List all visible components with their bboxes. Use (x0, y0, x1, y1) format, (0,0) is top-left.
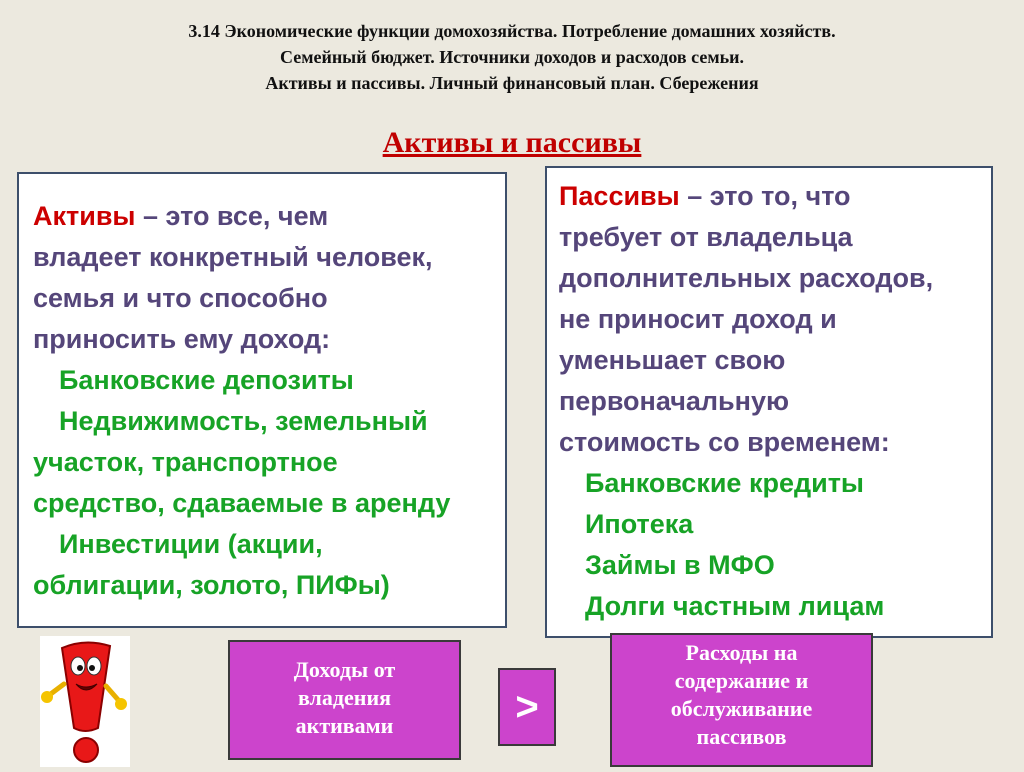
exclamation-mascot-icon (40, 636, 130, 767)
income-line: Доходы от (293, 657, 396, 682)
greater-than-sign: > (498, 668, 556, 746)
liabilities-definition-line: уменьшает свою (559, 345, 786, 375)
liabilities-example-text: Займы в МФО (585, 550, 775, 580)
assets-example-text: Банковские депозиты (59, 365, 354, 395)
header-line-2: Семейный бюджет. Источники доходов и расходов семьи. (279, 47, 744, 67)
liabilities-example-line (559, 504, 983, 545)
liabilities-example-line (559, 545, 983, 586)
assets-term: Активы (33, 201, 136, 231)
assets-box (17, 172, 507, 628)
liabilities-term: Пассивы (559, 181, 680, 211)
header-line-3: Активы и пассивы. Личный финансовый план. Сбережения (265, 73, 759, 93)
assets-example-line (33, 401, 497, 442)
liabilities-definition-line: стоимость со временем: (559, 427, 890, 457)
liabilities-example-line (559, 586, 983, 627)
income-line: владения (297, 685, 392, 710)
assets-definition-line: приносить ему доход: (33, 324, 331, 354)
assets-definition-text: – это все, чем (135, 201, 329, 231)
liabilities-definition-line: требует от владельца (559, 222, 853, 252)
income-line: активами (295, 713, 394, 738)
expense-line: пассивов (696, 724, 787, 749)
assets-example-line (33, 524, 497, 565)
assets-example-text: Инвестиции (акции, (59, 529, 323, 559)
liabilities-definition-line (559, 176, 983, 217)
liabilities-box (545, 166, 993, 638)
assets-example-text: Недвижимость, земельный (59, 406, 428, 436)
expense-line: Расходы на (685, 640, 798, 665)
assets-definition-line (33, 196, 497, 237)
assets-definition-line: владеет конкретный человек, (33, 242, 433, 272)
assets-definition-line: семья и что способно (33, 283, 328, 313)
expense-line: обслуживание (670, 696, 813, 721)
income-from-assets-box (228, 640, 461, 760)
assets-example-line: облигации, золото, ПИФы) (33, 570, 390, 600)
liabilities-definition-line: не приносит доход и (559, 304, 837, 334)
liabilities-example-text: Долги частным лицам (585, 591, 885, 621)
exclamation-mascot-icon (40, 636, 130, 767)
assets-example-line: участок, транспортное (33, 447, 338, 477)
slide-header (0, 18, 1024, 96)
liabilities-example-line (559, 463, 983, 504)
liabilities-definition-line: дополнительных расходов, (559, 263, 934, 293)
assets-example-line: средство, сдаваемые в аренду (33, 488, 451, 518)
assets-example-line (33, 360, 497, 401)
liabilities-definition-line: первоначальную (559, 386, 790, 416)
liabilities-expenses-box (610, 633, 873, 767)
liabilities-example-text: Банковские кредиты (585, 468, 864, 498)
section-title: Активы и пассивы (382, 126, 642, 159)
liabilities-example-text: Ипотека (585, 509, 694, 539)
expense-line: содержание и (674, 668, 809, 693)
liabilities-definition-text: – это то, что (679, 181, 851, 211)
header-line-1: 3.14 Экономические функции домохозяйства. Потребление домашних хозяйств. (188, 21, 836, 41)
